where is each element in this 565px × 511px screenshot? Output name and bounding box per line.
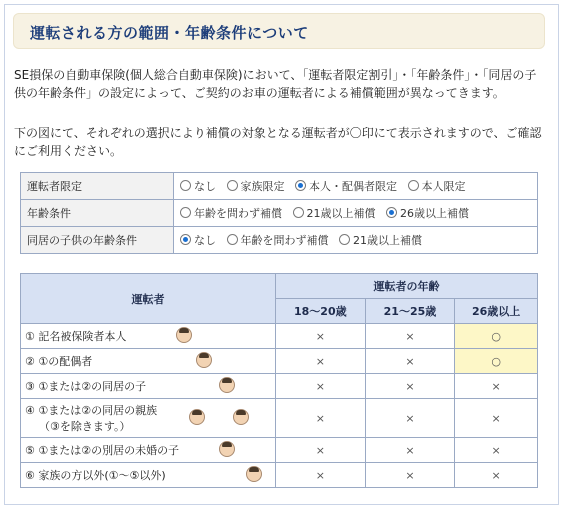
man-face-icon	[176, 327, 192, 343]
driver-label: ④ ①または②の同居の親族 （③を除きます。）	[21, 399, 276, 438]
driver-column-header: 運転者	[21, 274, 276, 324]
radio-option-none[interactable]: なし	[180, 178, 216, 194]
age-cell: ×	[365, 399, 455, 438]
age-cell: ○	[455, 349, 538, 374]
driver-age-table	[20, 273, 538, 488]
condition-options	[174, 173, 538, 200]
condition-label: 年齢条件	[21, 200, 174, 227]
condition-row-driver-limit	[21, 173, 538, 200]
driver-label: ② ①の配偶者	[21, 349, 276, 374]
age-cell: ×	[365, 324, 455, 349]
intro-paragraph: SE損保の自動車保険(個人総合自動車保険)において、「運転者限定割引」・「年齢条件」・「同居の子供の年齢条件」の設定によって、ご契約のお車の運転者による補償範囲が異なってきます。	[14, 68, 537, 100]
age-cell: ×	[455, 374, 538, 399]
age-cell: ×	[276, 349, 366, 374]
radio-option-21-plus[interactable]: 21歳以上補償	[339, 232, 422, 248]
table-row	[21, 438, 538, 463]
radio-option-none[interactable]: なし	[180, 232, 216, 248]
age-cell: ×	[365, 374, 455, 399]
table-row	[21, 324, 538, 349]
radio-selected-icon	[295, 180, 306, 191]
woman-face-icon	[196, 352, 212, 368]
radio-option-26-plus[interactable]: 26歳以上補償	[386, 205, 469, 221]
age-cell: ×	[276, 438, 366, 463]
radio-icon	[408, 180, 419, 191]
age-cell: ×	[455, 399, 538, 438]
condition-options	[174, 200, 538, 227]
other-person-face-icon	[246, 466, 262, 482]
condition-row-age	[21, 200, 538, 227]
age-cell: ○	[455, 324, 538, 349]
radio-option-family[interactable]: 家族限定	[227, 178, 285, 194]
radio-selected-icon	[180, 234, 191, 245]
driver-label: ⑥ 家族の方以外(①～⑤以外)	[21, 463, 276, 488]
radio-icon	[180, 207, 191, 218]
age-cell: ×	[365, 463, 455, 488]
condition-row-child-age	[21, 227, 538, 254]
radio-option-any-age[interactable]: 年齢を問わず補償	[180, 205, 282, 221]
radio-icon	[180, 180, 191, 191]
table-row	[21, 463, 538, 488]
age-cell: ×	[276, 374, 366, 399]
relatives-face-icon	[189, 409, 205, 425]
driver-label: ③ ①または②の同居の子	[21, 374, 276, 399]
table-row	[21, 349, 538, 374]
condition-options	[174, 227, 538, 254]
radio-selected-icon	[386, 207, 397, 218]
radio-option-21-plus[interactable]: 21歳以上補償	[293, 205, 376, 221]
age-cell: ×	[365, 438, 455, 463]
relatives-face-icon	[233, 409, 249, 425]
age-column-header: 26歳以上	[455, 299, 538, 324]
age-cell: ×	[455, 463, 538, 488]
age-cell: ×	[276, 463, 366, 488]
radio-icon	[227, 180, 238, 191]
age-cell: ×	[365, 349, 455, 374]
separate-child-face-icon	[219, 441, 235, 457]
radio-icon	[293, 207, 304, 218]
radio-option-any-age[interactable]: 年齢を問わず補償	[227, 232, 329, 248]
age-cell: ×	[276, 399, 366, 438]
guide-paragraph: 下の図にて、それぞれの選択により補償の対象となる運転者が〇印にて表示されますので、ご確認にご利用ください。	[14, 126, 542, 158]
age-group-header: 運転者の年齢	[276, 274, 538, 299]
page-title: 運転される方の範囲・年齢条件について	[30, 24, 309, 42]
condition-label: 運転者限定	[21, 173, 174, 200]
title-bar	[13, 13, 545, 49]
radio-option-self[interactable]: 本人限定	[408, 178, 466, 194]
age-cell: ×	[276, 324, 366, 349]
radio-icon	[227, 234, 238, 245]
table-row	[21, 399, 538, 438]
condition-label: 同居の子供の年齢条件	[21, 227, 174, 254]
age-column-header: 21～25歳	[365, 299, 455, 324]
driver-label: ⑤ ①または②の別居の未婚の子	[21, 438, 276, 463]
conditions-table	[20, 172, 538, 254]
age-column-header: 18～20歳	[276, 299, 366, 324]
age-cell: ×	[455, 438, 538, 463]
radio-option-self-spouse[interactable]: 本人・配偶者限定	[295, 178, 397, 194]
driver-label: ① 記名被保険者本人	[21, 324, 276, 349]
child-face-icon	[219, 377, 235, 393]
radio-icon	[339, 234, 350, 245]
table-row	[21, 374, 538, 399]
